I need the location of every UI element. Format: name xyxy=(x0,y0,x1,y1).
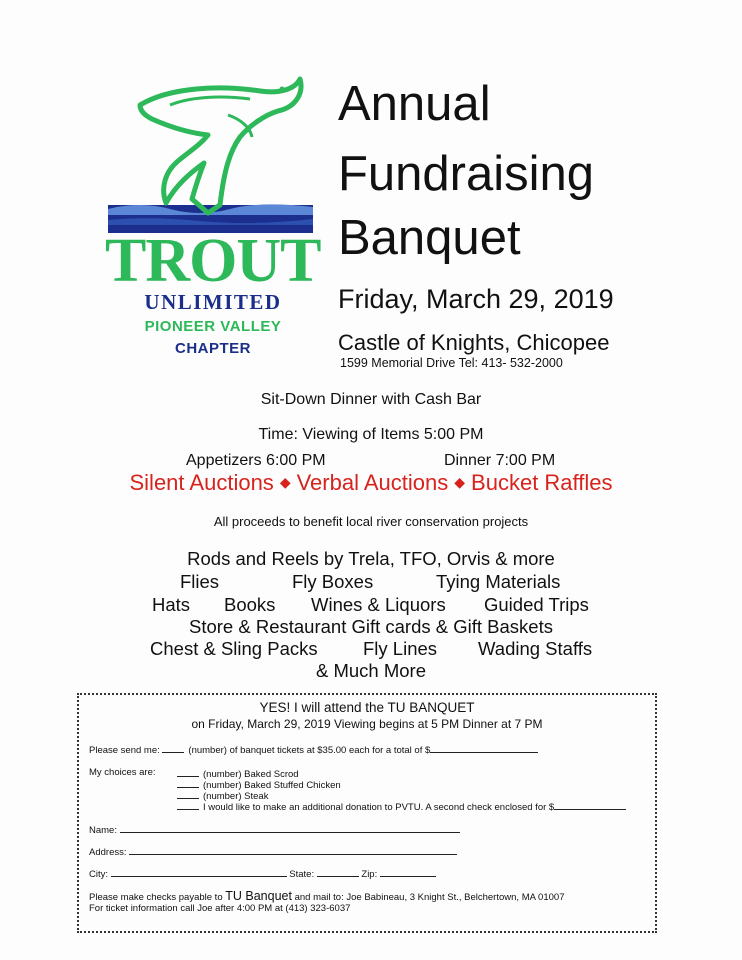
trout-fish-icon xyxy=(140,79,301,213)
rsvp-form xyxy=(77,693,657,933)
items-row-6: & Much More xyxy=(315,660,426,681)
choice-donation xyxy=(177,800,626,813)
logo-word-pioneer-valley: PIONEER VALLEY xyxy=(144,318,282,335)
item-books: Books xyxy=(224,594,276,615)
address-field[interactable] xyxy=(129,845,457,855)
chicken-count-field[interactable] xyxy=(177,778,199,788)
item-flies: Flies xyxy=(180,571,220,592)
form-subheading: on Friday, March 29, 2019 Viewing begins at 5 PM Dinner at 7 PM xyxy=(191,717,543,731)
fish-gill-line xyxy=(170,97,250,105)
dinner-time: Dinner 7:00 PM xyxy=(444,452,556,469)
viewing-time: Time: Viewing of Items 5:00 PM xyxy=(258,426,484,443)
item-fly-boxes: Fly Boxes xyxy=(292,571,374,592)
logo-word-unlimited: UNLIMITED xyxy=(144,290,282,314)
state-label: State: xyxy=(289,869,315,880)
choices-label: My choices are: xyxy=(89,767,156,778)
venue-address: 1599 Memorial Drive Tel: 413- 532-2000 xyxy=(340,356,563,370)
city-field[interactable] xyxy=(111,867,287,877)
bucket-raffles: Bucket Raffles xyxy=(471,470,613,495)
city-label: City: xyxy=(89,869,108,880)
items-row-4: Store & Restaurant Gift cards & Gift Baskets xyxy=(189,616,553,637)
send-label: Please send me: xyxy=(89,745,160,756)
address-label: Address: xyxy=(89,847,127,858)
address-row xyxy=(89,845,457,858)
item-wading-staffs: Wading Staffs xyxy=(478,638,593,659)
name-label: Name: xyxy=(89,825,117,836)
diamond-icon: ◆ xyxy=(279,474,291,490)
logo-word-chapter: CHAPTER xyxy=(174,340,251,357)
checks-prefix: Please make checks payable to xyxy=(89,892,223,903)
ticket-request-line xyxy=(89,743,538,756)
choice-donation-label: I would like to make an additional donation to PVTU. A second check enclosed for $ xyxy=(203,802,555,813)
item-hats: Hats xyxy=(152,594,191,615)
title-line-3: Banquet xyxy=(338,211,521,265)
choice-steak-label: (number) Steak xyxy=(203,791,269,802)
city-state-zip-row xyxy=(89,867,436,880)
item-fly-lines: Fly Lines xyxy=(363,638,438,659)
checks-line xyxy=(89,889,564,903)
donation-check-field[interactable] xyxy=(177,800,199,810)
ticket-info-line: For ticket information call Joe after 4:00 PM at (413) 323-6037 xyxy=(89,903,351,914)
verbal-auctions: Verbal Auctions xyxy=(296,470,449,495)
zip-field[interactable] xyxy=(380,867,436,877)
diamond-icon: ◆ xyxy=(454,474,466,490)
item-chest-packs: Chest & Sling Packs xyxy=(150,638,318,659)
total-amount-field[interactable] xyxy=(430,743,538,753)
send-suffix: (number) of banquet tickets at $35.00 each for a total of $ xyxy=(188,745,431,756)
fish-eye xyxy=(280,87,285,92)
choice-chicken-label: (number) Baked Stuffed Chicken xyxy=(203,780,341,791)
scrod-count-field[interactable] xyxy=(177,767,199,777)
checks-suffix: and mail to: Joe Babineau, 3 Knight St., Belchertown, MA 01007 xyxy=(294,892,565,903)
proceeds-note: All proceeds to benefit local river conservation projects xyxy=(213,514,529,529)
item-wines: Wines & Liquors xyxy=(311,594,446,615)
form-heading: YES! I will attend the TU BANQUET xyxy=(259,700,475,715)
event-date: Friday, March 29, 2019 xyxy=(338,284,614,314)
choice-scrod-label: (number) Baked Scrod xyxy=(203,769,299,780)
zip-label: Zip: xyxy=(361,869,378,880)
steak-count-field[interactable] xyxy=(177,789,199,799)
event-venue: Castle of Knights, Chicopee xyxy=(338,330,610,355)
dinner-line: Sit-Down Dinner with Cash Bar xyxy=(260,391,482,408)
logo-word-trout: TROUT xyxy=(105,227,321,295)
name-field[interactable] xyxy=(120,823,460,833)
items-row-1: Rods and Reels by Trela, TFO, Orvis & more xyxy=(187,548,555,569)
appetizers-time: Appetizers 6:00 PM xyxy=(186,452,326,469)
state-field[interactable] xyxy=(317,867,359,877)
ticket-count-field[interactable] xyxy=(162,743,184,753)
name-row xyxy=(89,823,460,836)
auctions-line xyxy=(0,470,742,496)
title-line-1: Annual xyxy=(338,77,491,131)
item-tying-materials: Tying Materials xyxy=(436,571,561,592)
donation-amount-field[interactable] xyxy=(554,800,626,810)
silent-auctions: Silent Auctions xyxy=(129,470,274,495)
item-guided-trips: Guided Trips xyxy=(484,594,589,615)
title-line-2: Fundraising xyxy=(338,147,595,201)
checks-payee: TU Banquet xyxy=(225,889,292,903)
